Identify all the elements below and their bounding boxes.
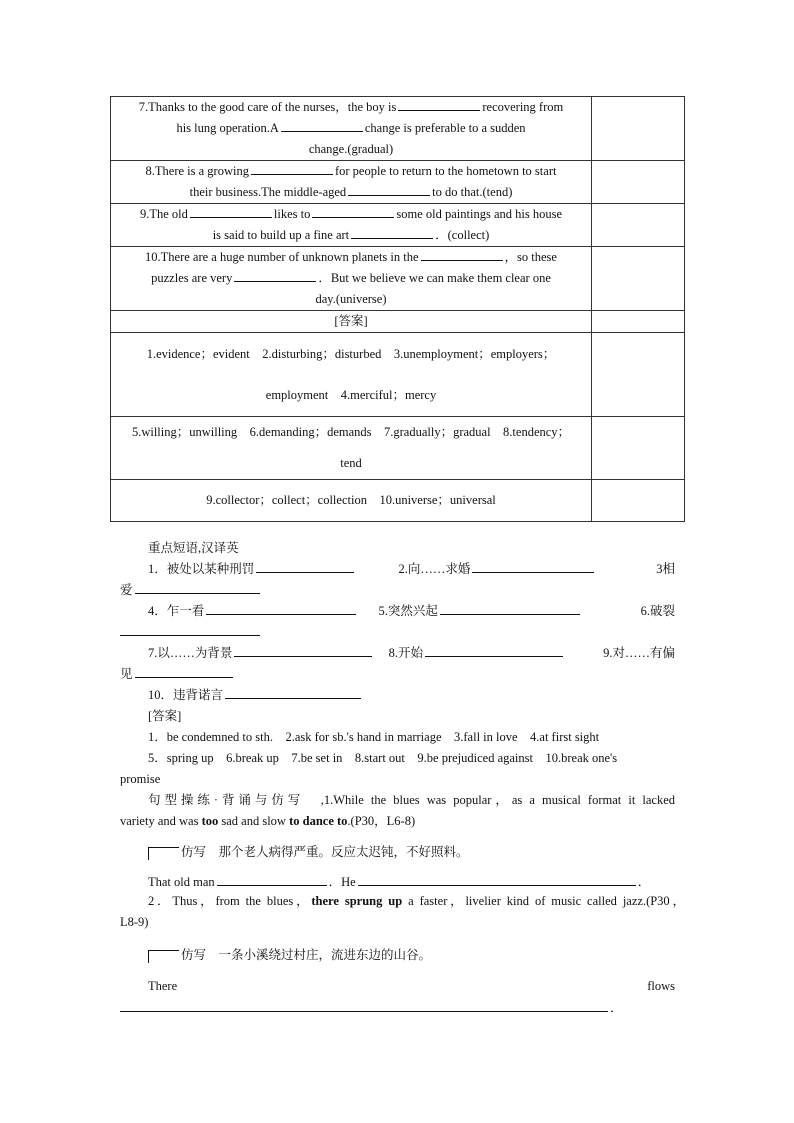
phrase-line: 1．被处以某种刑罚 2.向……求婚 3相: [148, 562, 675, 576]
table-row: [111, 480, 685, 522]
phrase-line: 4．乍一看 5.突然兴起 6.破裂: [148, 604, 675, 618]
pattern-1-line: 句型操练·背诵与仿写 ,1.While the blues was popular，as a musical format it lacked: [148, 793, 675, 807]
side-cell: [592, 247, 685, 311]
blank[interactable]: [358, 873, 636, 886]
side-cell: [592, 311, 685, 333]
blank[interactable]: [206, 602, 356, 615]
blank[interactable]: [234, 269, 316, 282]
blank[interactable]: [120, 623, 260, 636]
blank[interactable]: [135, 581, 260, 594]
phrase-line: [120, 622, 675, 643]
imitate-1: 仿写 那个老人病得严重。反应太迟钝，不好照料。: [118, 842, 673, 863]
bracket-mark: [148, 847, 179, 860]
side-cell: [592, 333, 685, 417]
side-cell: [592, 204, 685, 247]
blank[interactable]: [225, 686, 361, 699]
phrase-line: 见: [120, 664, 675, 685]
blank[interactable]: [120, 999, 608, 1012]
blank[interactable]: [281, 119, 363, 132]
table-row: [111, 311, 685, 333]
phrases-heading: 重点短语,汉译英: [148, 541, 239, 555]
blank[interactable]: [472, 560, 594, 573]
blank[interactable]: [398, 98, 480, 111]
blank[interactable]: [234, 644, 372, 657]
phrases-answer: promise: [120, 772, 161, 786]
pattern-1-line: variety and was too sad and slow to dance to.(P30，L6-8): [120, 814, 416, 828]
phrases-answer-header: [答案]: [148, 709, 182, 723]
answer-line-2: ．: [120, 998, 675, 1019]
blank[interactable]: [256, 560, 354, 573]
answer-1-4: 1.evidence；evident 2.disturbing；disturbed 3.unemployment；employers； employment 4.merciful；mercy: [111, 333, 592, 417]
table-row: [111, 333, 685, 417]
question-10: 10.There are a huge number of unknown planets in the ，so these puzzles are very ．But we believe we can make them clear one day.(universe): [111, 247, 592, 311]
side-cell: [592, 417, 685, 480]
phrase-line: 爱: [120, 580, 675, 601]
table-row: [111, 161, 685, 204]
pattern-2-line: 2．Thus，from the blues，there sprung up a faster，livelier kind of music called jazz.(P30，: [148, 894, 685, 908]
question-9: 9.The old likes to some old paintings and his house is said to build up a fine art ．(collect): [111, 204, 592, 247]
table-row: [111, 247, 685, 311]
answer-5-8: 5.willing；unwilling 6.demanding；demands 7.gradually；gradual 8.tendency； tend: [111, 417, 592, 480]
blank[interactable]: [351, 226, 433, 239]
blank[interactable]: [190, 205, 272, 218]
pattern-2-line: L8-9): [120, 915, 149, 929]
exercise-table: [110, 96, 685, 522]
table-row: [111, 97, 685, 161]
table-row: [111, 204, 685, 247]
blank[interactable]: [440, 602, 580, 615]
blank[interactable]: [421, 248, 503, 261]
phrase-line: 7.以……为背景 8.开始 9.对……有偏: [148, 646, 675, 660]
side-cell: [592, 480, 685, 522]
phrases-answer: 5．spring up 6.break up 7.be set in 8.start out 9.be prejudiced against 10.break one's: [148, 751, 618, 765]
blank[interactable]: [312, 205, 394, 218]
side-cell: [592, 161, 685, 204]
blank[interactable]: [348, 183, 430, 196]
imitate-2: 仿写 一条小溪绕过村庄，流进东边的山谷。: [118, 945, 673, 966]
side-cell: [592, 97, 685, 161]
blank[interactable]: [251, 162, 333, 175]
answer-line-1: That old man ．He ．: [148, 875, 651, 889]
blank[interactable]: [217, 873, 327, 886]
answer-header: [答案]: [111, 311, 592, 333]
blank[interactable]: [425, 644, 563, 657]
blank[interactable]: [135, 665, 233, 678]
phrases-answer: 1．be condemned to sth. 2.ask for sb.'s hand in marriage 3.fall in love 4.at first sight: [148, 730, 600, 744]
answer-line-2: There flows: [148, 979, 675, 993]
phrase-line: 10．违背诺言: [120, 685, 675, 706]
answer-9-10: 9.collector；collect；collection 10.universe；universal: [111, 480, 592, 522]
question-8: 8.There is a growing for people to return to the hometown to start their business.The middle-aged to do that.(tend): [111, 161, 592, 204]
bracket-mark: [148, 950, 179, 963]
table-row: [111, 417, 685, 480]
question-7: 7.Thanks to the good care of the nurses，the boy is recovering from his lung operation.A change is preferable to a sudden change.(gradual): [111, 97, 592, 161]
